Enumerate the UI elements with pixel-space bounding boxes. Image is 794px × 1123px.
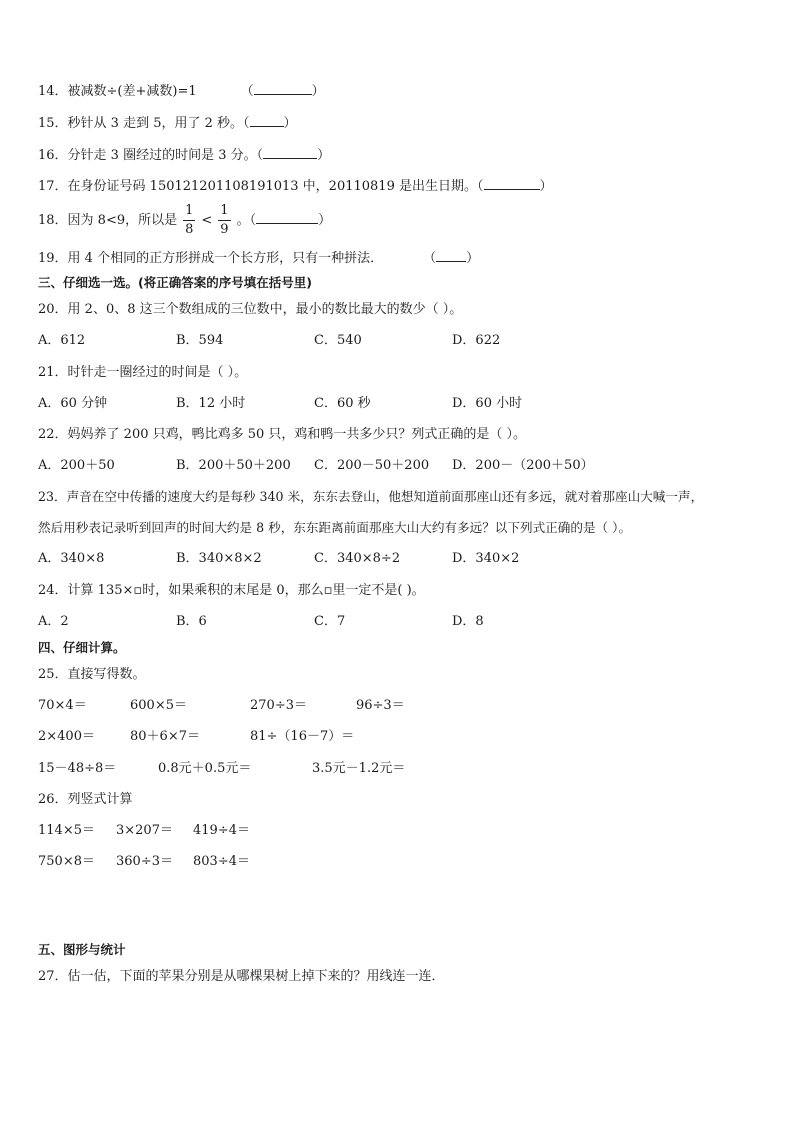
question-27: 27．估一估，下面的苹果分别是从哪棵果树上掉下来的？用线连一连． <box>38 969 445 984</box>
option-23-d[interactable]: D．340×2 <box>452 551 520 566</box>
question-22: 22．妈妈养了 200 只鸡，鸭比鸡多 50 只，鸡和鸭一共多少只？列式正确的是（ ）。 <box>38 427 527 442</box>
calc-25-8: 15－48÷8＝ <box>38 761 117 776</box>
option-23-b[interactable]: B．340×8×2 <box>176 551 262 566</box>
option-21-a[interactable]: A．60 分钟 <box>38 396 108 411</box>
calc-25-6: 80＋6×7＝ <box>130 729 200 744</box>
section-5-heading: 五、图形与统计 <box>38 942 126 957</box>
calc-25-5: 2×400＝ <box>38 729 95 744</box>
option-24-c[interactable]: C．7 <box>314 614 346 629</box>
answer-blank-19[interactable] <box>436 249 466 262</box>
question-15: 15．秒针从 3 走到 5，用了 2 秒。（ ） <box>38 116 297 131</box>
question-17: 17．在身份证号码 150121201108191013 中，20110819 是出生日期。（ ） <box>38 179 553 194</box>
vertical-calc-6: 803÷4＝ <box>193 854 250 869</box>
answer-blank-18[interactable] <box>256 211 318 224</box>
question-14: 14．被减数÷(差+减数)=1 （ ） <box>38 84 325 99</box>
question-26-title: 26．列竖式计算 <box>38 792 133 807</box>
option-23-a[interactable]: A．340×8 <box>38 551 105 566</box>
section-3-heading: 三、仔细选一选。(将正确答案的序号填在括号里) <box>38 275 312 290</box>
option-22-a[interactable]: A．200＋50 <box>38 458 115 473</box>
question-20: 20．用 2、0、8 这三个数组成的三位数中，最小的数比最大的数少（ ）。 <box>38 302 463 317</box>
answer-blank-14[interactable] <box>254 82 312 95</box>
option-23-c[interactable]: C．340×8÷2 <box>314 551 401 566</box>
question-23-line-2: 然后用秒表记录听到回声的时间大约是 8 秒，东东距离前面那座大山大约有多远？以下列式正确的是（ ）。 <box>38 520 632 535</box>
question-14-text: 14．被减数÷(差+减数)=1 <box>38 84 197 99</box>
option-24-b[interactable]: B．6 <box>176 614 207 629</box>
vertical-calc-4: 750×8＝ <box>38 854 95 869</box>
answer-blank-16[interactable] <box>263 146 317 159</box>
answer-blank-15[interactable] <box>250 114 284 127</box>
question-24: 24．计算 135×▫时，如果乘积的末尾是 0，那么▫里一定不是( )。 <box>38 583 425 598</box>
calc-25-9: 0.8元＋0.5元＝ <box>158 761 252 776</box>
option-20-a[interactable]: A．612 <box>38 333 86 348</box>
vertical-calc-3: 419÷4＝ <box>193 823 250 838</box>
calc-25-4: 96÷3＝ <box>356 698 405 713</box>
question-16: 16．分针走 3 圈经过的时间是 3 分。（ ） <box>38 148 331 163</box>
option-24-a[interactable]: A．2 <box>38 614 69 629</box>
fraction-one-ninth: $\frac{1}{9}$ <box>220 203 229 237</box>
option-24-d[interactable]: D．8 <box>452 614 484 629</box>
answer-blank-17[interactable] <box>484 177 540 190</box>
question-18-prefix: 18．因为 8<9，所以是 <box>38 213 178 228</box>
option-22-c[interactable]: C．200－50＋200 <box>314 458 430 473</box>
vertical-calc-5: 360÷3＝ <box>116 854 173 869</box>
option-21-c[interactable]: C．60 秒 <box>314 396 371 411</box>
calc-25-7: 81÷（16－7）＝ <box>250 729 355 744</box>
option-20-d[interactable]: D．622 <box>452 333 501 348</box>
calc-25-2: 600×5＝ <box>130 698 187 713</box>
question-16-text: 16．分针走 3 圈经过的时间是 3 分。（ <box>38 148 264 163</box>
option-22-d[interactable]: D．200－（200＋50） <box>452 458 594 473</box>
question-25-title: 25．直接写得数。 <box>38 667 146 682</box>
question-18: 18．因为 8<9，所以是 $\frac{1}{8}$ < $\frac{1}{9}$ 。（ ） <box>38 203 332 237</box>
question-17-text: 17．在身份证号码 150121201108191013 中，20110819 是出生日期。（ <box>38 179 484 194</box>
option-20-c[interactable]: C．540 <box>314 333 362 348</box>
calc-25-10: 3.5元－1.2元＝ <box>312 761 406 776</box>
section-4-heading: 四、仔细计算。 <box>38 640 126 655</box>
vertical-calc-2: 3×207＝ <box>116 823 173 838</box>
option-20-b[interactable]: B．594 <box>176 333 224 348</box>
vertical-calc-1: 114×5＝ <box>38 823 95 838</box>
option-21-d[interactable]: D．60 小时 <box>452 396 523 411</box>
question-19: 19．用 4 个相同的正方形拼成一个长方形，只有一种拼法． （ ） <box>38 251 480 266</box>
question-21: 21．时针走一圈经过的时间是（ ）。 <box>38 365 248 380</box>
question-23-line-1: 23．声音在空中传播的速度大约是每秒 340 米，东东去登山，他想知道前面那座山还有多远，就对着那座山大喊一声， <box>38 489 704 504</box>
option-21-b[interactable]: B．12 小时 <box>176 396 246 411</box>
option-22-b[interactable]: B．200＋50＋200 <box>176 458 291 473</box>
question-19-text: 19．用 4 个相同的正方形拼成一个长方形，只有一种拼法． <box>38 251 384 266</box>
fraction-one-eighth: $\frac{1}{8}$ <box>185 203 194 237</box>
calc-25-3: 270÷3＝ <box>250 698 307 713</box>
calc-25-1: 70×4＝ <box>38 698 87 713</box>
question-15-text: 15．秒针从 3 走到 5，用了 2 秒。（ <box>38 116 250 131</box>
